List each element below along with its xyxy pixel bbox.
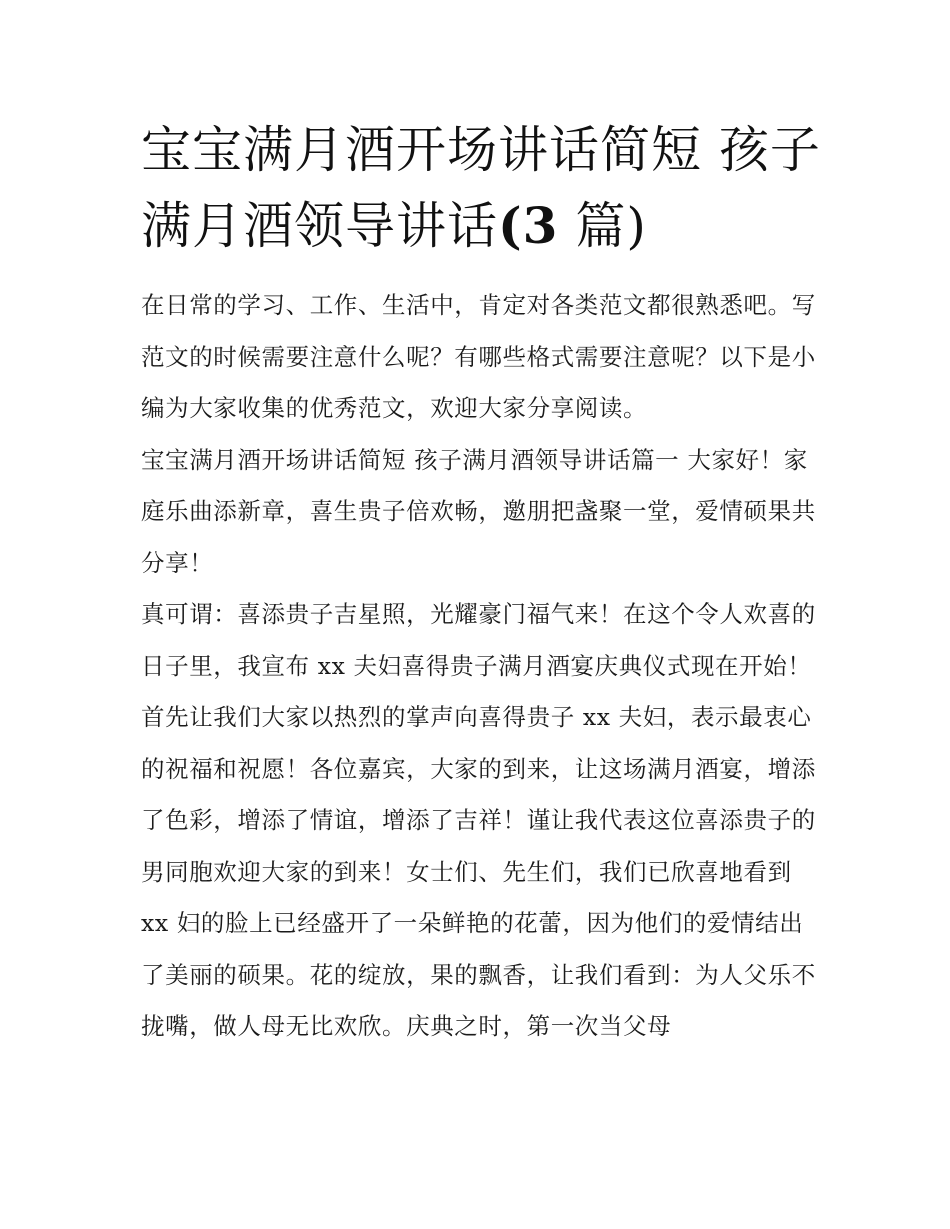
paragraph-intro: 在日常的学习、工作、生活中，肯定对各类范文都很熟悉吧。写范文的时候需要注意什么呢？有哪些格式需要注意呢？以下是小编为大家收集的优秀范文，欢迎大家分享阅读。 <box>141 291 816 422</box>
document-title <box>141 112 821 264</box>
title-text: 宝宝满月酒开场讲话简短 孩子满月酒领导讲话 <box>141 121 821 255</box>
paragraph-blessing: 首先让我们大家以热烈的掌声向喜得贵子 xx 夫妇，表示最衷心的祝福和祝愿！各位嘉宾，大家的到来，让这场满月酒宴，增添了色彩，增添了情谊，增添了吉祥！谨让我代表这位喜添贵子的男同胞欢迎大家的到来！女士们、先生们，我们已欣喜地看到 xx 妇的脸上已经盛开了一朵鲜艳的花蕾，因为他们的爱情结出了美丽的硕果。花的绽放，果的飘香，让我们看到：为人父乐不拢嘴，做人母无比欢欣。庆典之时，第一次当父母 <box>141 703 816 1040</box>
paragraph-greeting: 宝宝满月酒开场讲话简短 孩子满月酒领导讲话篇一 大家好！家庭乐曲添新章，喜生贵子倍欢畅，邀朋把盏聚一堂，爱情硕果共分享！ <box>141 445 816 577</box>
document-body <box>141 280 821 1053</box>
title-count: (3 <box>498 196 559 255</box>
title-suffix: 篇) <box>558 197 647 255</box>
paragraph-announcement: 真可谓：喜添贵子吉星照，光耀豪门福气来！在这个令人欢喜的日子里，我宣布 xx 夫妇喜得贵子满月酒宴庆典仪式现在开始！ <box>141 600 816 680</box>
